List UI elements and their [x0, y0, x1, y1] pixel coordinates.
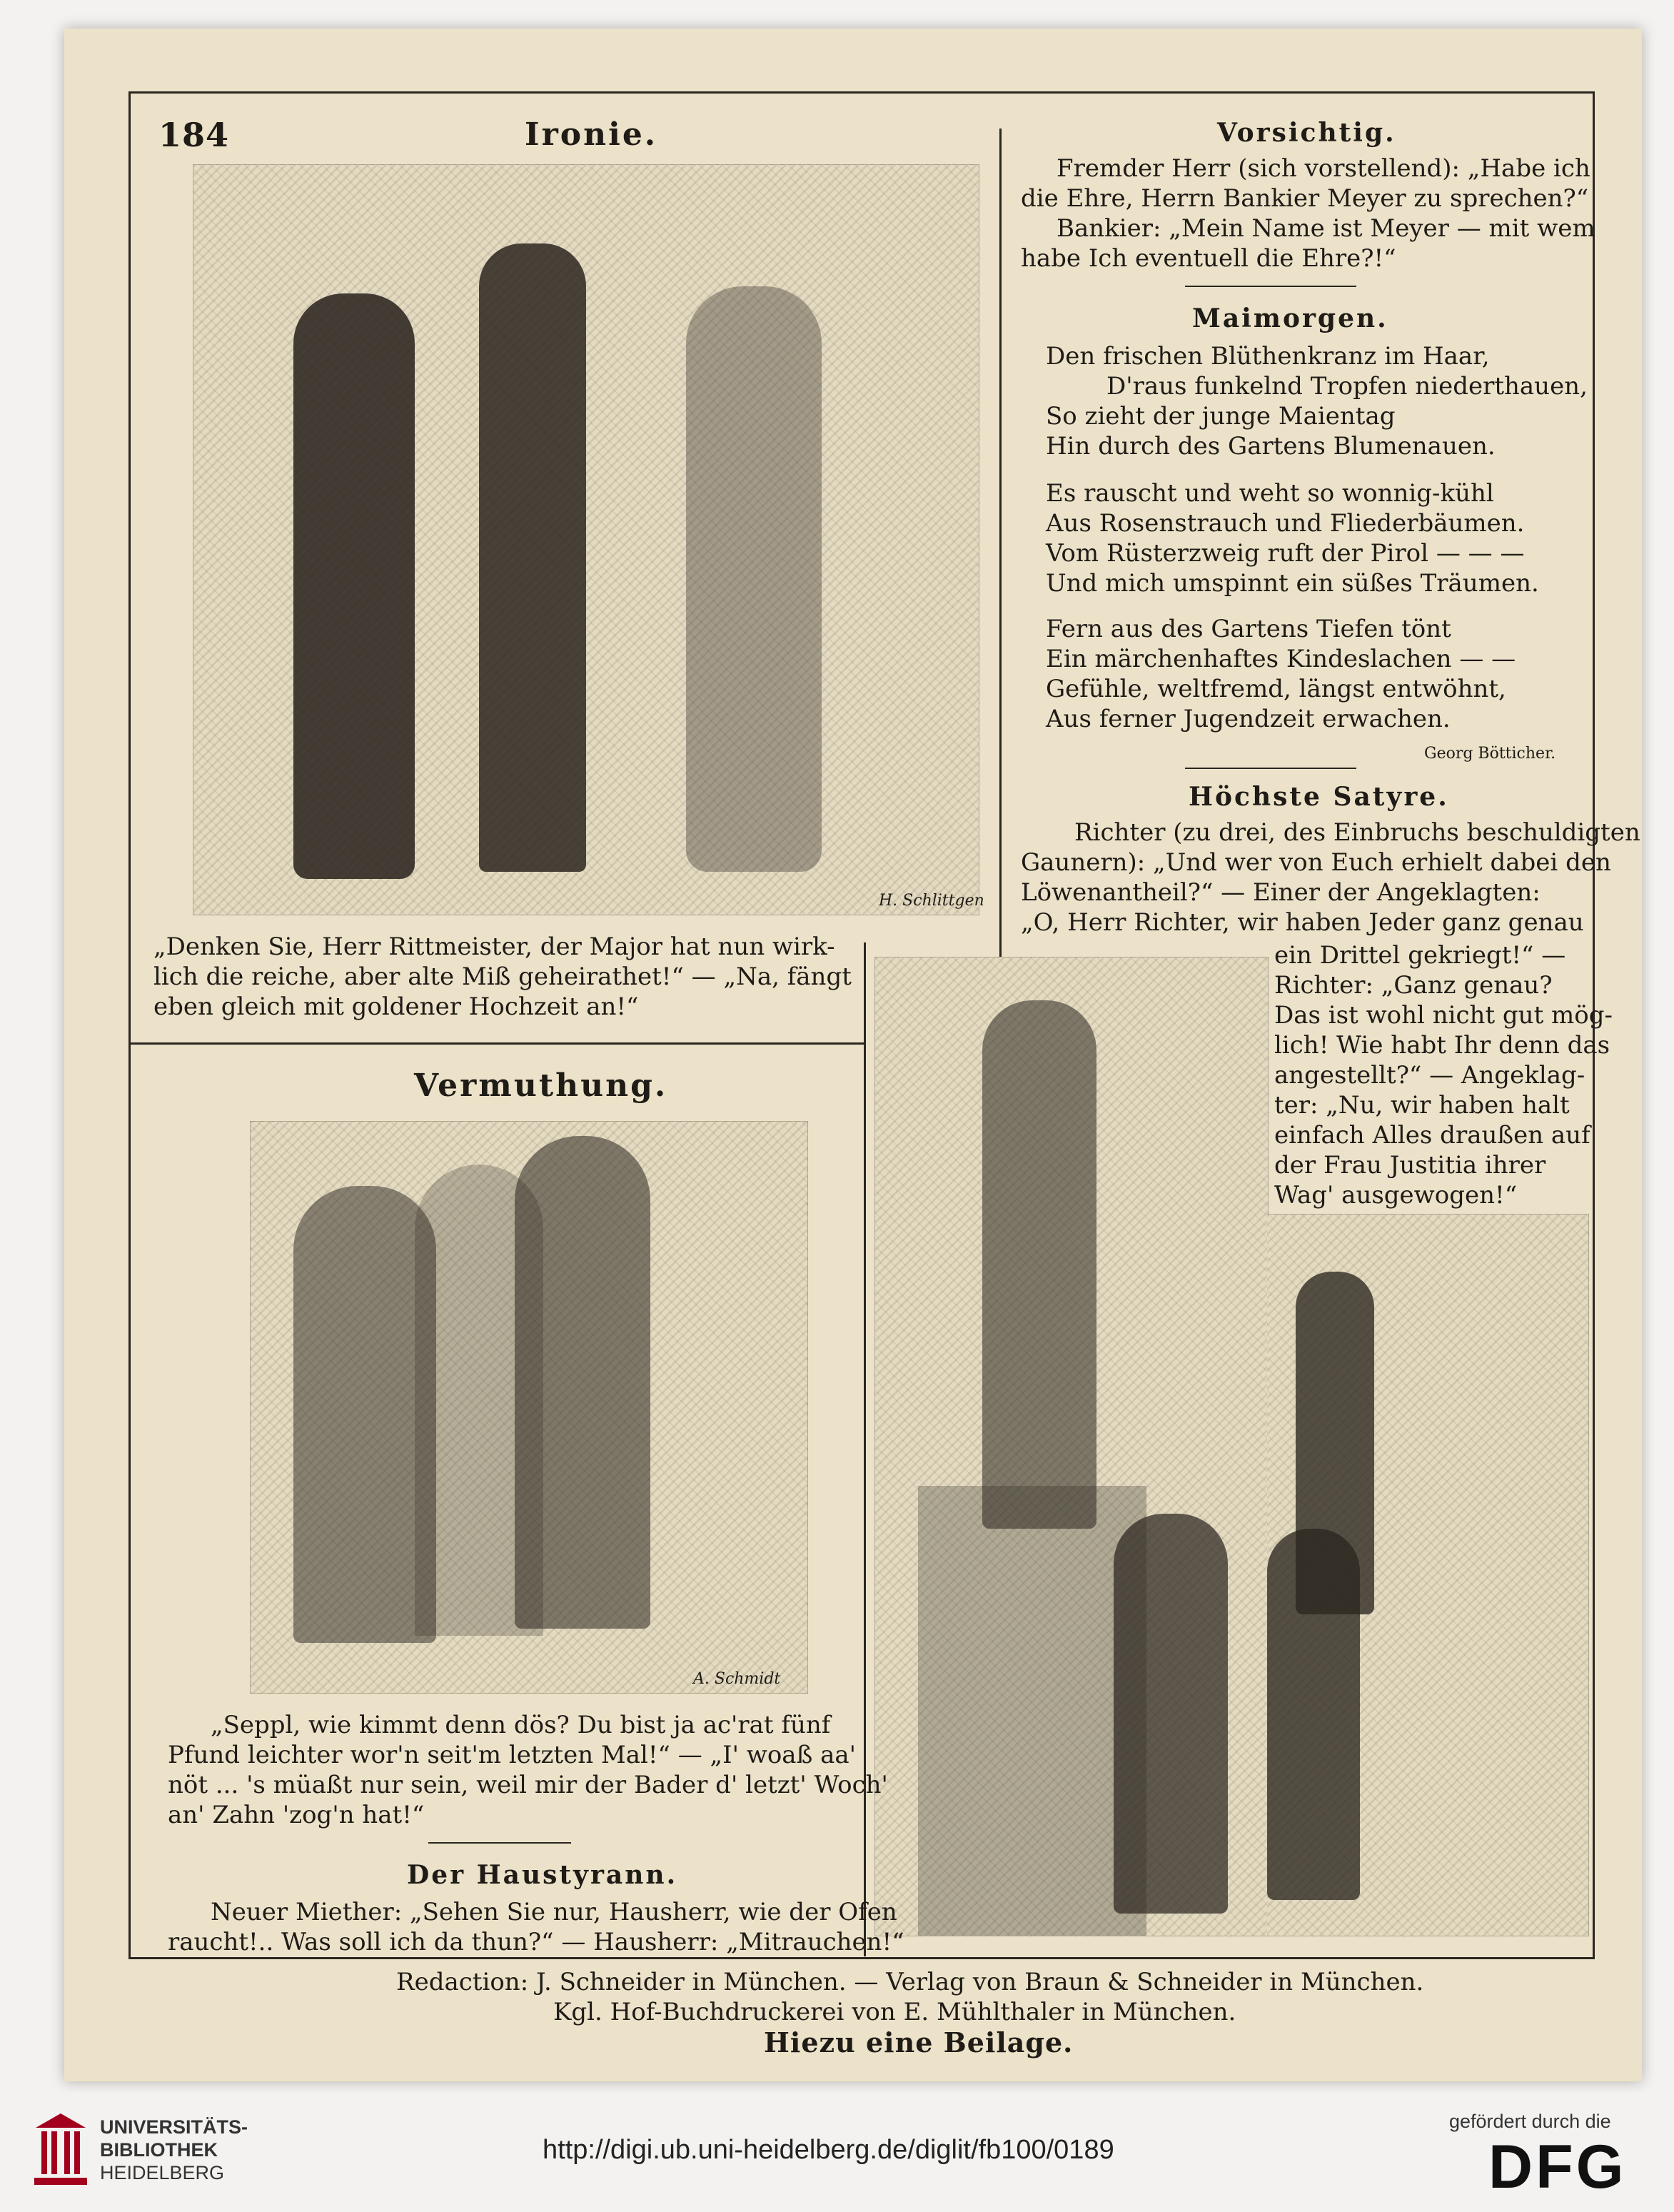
permalink-url[interactable]: http://digi.ub.uni-heidelberg.de/diglit/fb100/0189 [543, 2135, 1114, 2165]
poem-line: Aus Rosenstrauch und Fliederbäumen. [1046, 509, 1525, 538]
vorsichtig-line-1: Fremder Herr (sich vorstellend): „Habe ich [1057, 154, 1590, 183]
vermuthung-caption-line-3: nöt ... 's müaßt nur sein, weil mir der Bader d' letzt' Woch' [168, 1771, 888, 1799]
left-section-divider [131, 1042, 866, 1045]
ironie-caption-line-3: eben gleich mit goldener Hochzeit an!“ [153, 992, 639, 1021]
logo-line-3: HEIDELBERG [100, 2162, 225, 2183]
poem-line: D'raus funkelnd Tropfen niederthauen, [1106, 372, 1588, 401]
maimorgen-rule [1185, 768, 1356, 769]
imprint-line-1: Redaction: J. Schneider in München. — Verlag von Braun & Schneider in München. [396, 1968, 1424, 1996]
poem-line: Gefühle, weltfremd, längst entwöhnt, [1046, 675, 1506, 703]
column-divider-top [999, 129, 1002, 957]
satyre-line-2: Gaunern): „Und wer von Euch erhielt dabei den [1021, 848, 1611, 877]
haustyrann-title: Der Haustyrann. [407, 1860, 678, 1890]
logo-line-1: UNIVERSITÄTS- [100, 2116, 248, 2138]
poem-line: Den frischen Blüthenkranz im Haar, [1046, 342, 1490, 371]
satyre-side-line-3: Das ist wohl nicht gut mög- [1274, 1001, 1613, 1030]
vorsichtig-title: Vorsichtig. [1217, 118, 1396, 148]
vermuthung-signature: A. Schmidt [693, 1670, 781, 1688]
dfg-logo: DFG [1488, 2133, 1627, 2201]
vermuthung-illustration [250, 1121, 808, 1694]
vermuthung-caption-line-4: an' Zahn 'zog'n hat!“ [168, 1801, 425, 1829]
satyre-side-line-6: ter: „Nu, wir haben halt [1274, 1091, 1570, 1120]
logo-line-2: BIBLIOTHEK [100, 2139, 218, 2161]
ironie-title: Ironie. [525, 116, 658, 153]
imprint-line-3: Hiezu eine Beilage. [764, 2026, 1074, 2058]
satyre-side-line-2: Richter: „Ganz genau? [1274, 971, 1553, 1000]
column-divider-bottom-left [864, 942, 866, 1956]
officer-figure [479, 243, 586, 872]
poem-line: Es rauscht und weht so wonnig-kühl [1046, 479, 1494, 508]
satyre-side-line-7: einfach Alles draußen auf [1274, 1121, 1590, 1150]
satyre-line-1: Richter (zu drei, des Einbruchs beschuldigten [1074, 818, 1640, 847]
lady-in-light-dress-figure [686, 286, 822, 872]
satyre-side-line-5: angestellt?“ — Angeklag- [1274, 1061, 1585, 1090]
ironie-caption-line-2: lich die reiche, aber alte Miß geheirathet!“ — „Na, fängt [153, 962, 852, 991]
ironie-caption-line-1: „Denken Sie, Herr Rittmeister, der Major hat nun wirk- [153, 932, 835, 961]
maimorgen-author: Georg Bötticher. [1424, 745, 1556, 763]
lady-in-black-figure [293, 293, 415, 879]
imprint-line-2: Kgl. Hof-Buchdruckerei von E. Mühlthaler in München. [553, 1998, 1236, 2026]
university-library-logo-icon [29, 2110, 93, 2192]
poem-line: So zieht der junge Maientag [1046, 402, 1396, 431]
poem-line: Und mich umspinnt ein süßes Träumen. [1046, 569, 1539, 598]
vermuthung-caption-line-1: „Seppl, wie kimmt denn dös? Du bist ja ac'rat fünf [211, 1711, 831, 1739]
thief-waiting-figure [1114, 1514, 1228, 1914]
thief-standing-figure [1267, 1529, 1360, 1900]
ironie-illustration [193, 164, 984, 915]
man-on-scale-figure [515, 1136, 650, 1629]
vorsichtig-line-3: Bankier: „Mein Name ist Meyer — mit wem [1057, 214, 1595, 243]
maimorgen-title: Maimorgen. [1192, 303, 1388, 333]
pedestal [918, 1486, 1146, 1936]
poem-line: Fern aus des Gartens Tiefen tönt [1046, 615, 1451, 643]
poem-line: Vom Rüsterzweig ruft der Pirol — — — [1046, 539, 1525, 568]
justitia-statue-figure [982, 1000, 1096, 1529]
haustyrann-line-2: raucht!.. Was soll ich da thun?“ — Hausherr: „Mitrauchen!“ [168, 1928, 904, 1956]
vermuthung-rule [428, 1842, 571, 1844]
ironie-signature: H. Schlittgen [879, 892, 984, 910]
vorsichtig-line-4: habe Ich eventuell die Ehre?!“ [1021, 244, 1396, 273]
satyre-line-4: „O, Herr Richter, wir haben Jeder ganz genau [1021, 908, 1584, 937]
funded-by-text: gefördert durch die [1449, 2111, 1611, 2132]
vorsichtig-rule [1185, 286, 1356, 287]
vermuthung-title: Vermuthung. [414, 1067, 668, 1104]
satyre-side-line-4: lich! Wie habt Ihr denn das [1274, 1031, 1610, 1060]
poem-line: Hin durch des Gartens Blumenauen. [1046, 432, 1496, 461]
satyre-side-line-9: Wag' ausgewogen!“ [1274, 1181, 1518, 1210]
satyre-side-line-1: ein Drittel gekriegt!“ — [1274, 941, 1566, 970]
justitia-illustration-right [1267, 1214, 1589, 1936]
satyre-title: Höchste Satyre. [1189, 782, 1449, 812]
vorsichtig-line-2: die Ehre, Herrn Bankier Meyer zu sprechen?“ [1021, 184, 1589, 213]
satyre-side-line-8: der Frau Justitia ihrer [1274, 1151, 1546, 1180]
satyre-line-3: Löwenantheil?“ — Einer der Angeklagten: [1021, 878, 1541, 907]
vermuthung-caption-line-2: Pfund leichter wor'n seit'm letzten Mal!“ — „I' woaß aa' [168, 1741, 856, 1769]
poem-line: Ein märchenhaftes Kindeslachen — — [1046, 645, 1516, 673]
haustyrann-line-1: Neuer Miether: „Sehen Sie nur, Hausherr, wie der Ofen [211, 1898, 897, 1926]
page-number: 184 [158, 116, 230, 154]
poem-line: Aus ferner Jugendzeit erwachen. [1046, 705, 1451, 733]
